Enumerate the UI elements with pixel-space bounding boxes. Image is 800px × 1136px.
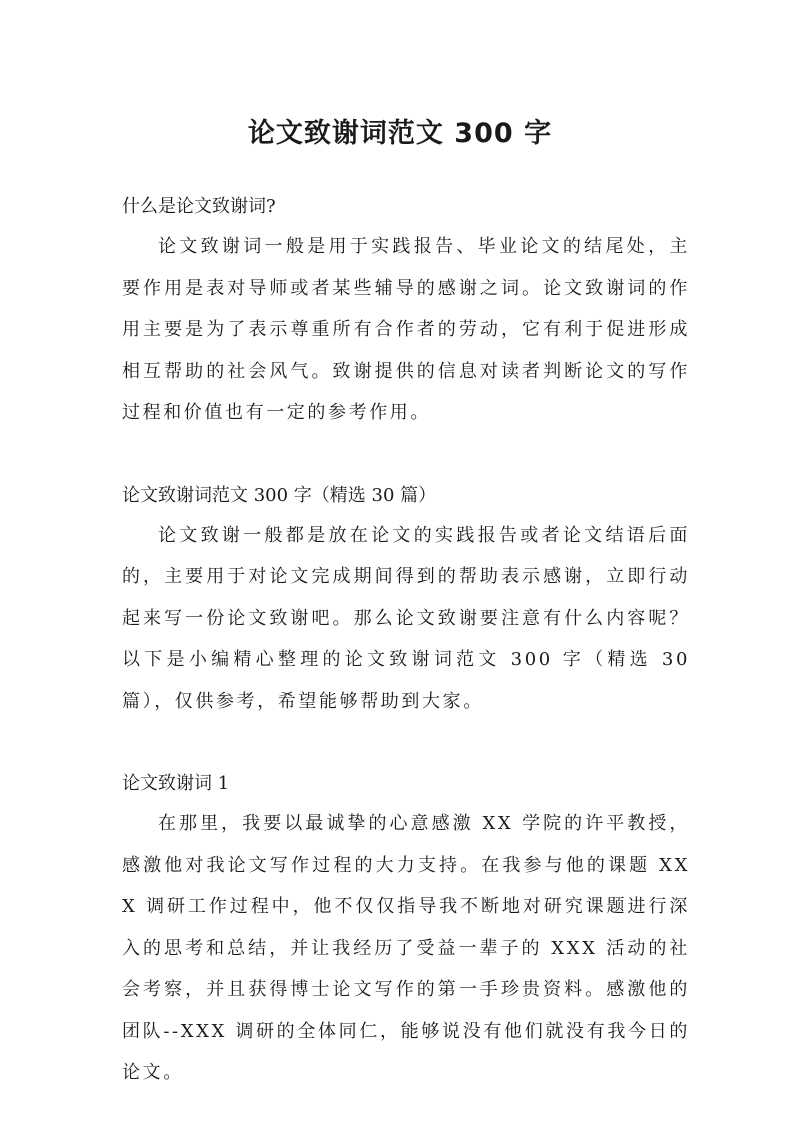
section-paragraph: 论文致谢词一般是用于实践报告、毕业论文的结尾处，主要作用是表对导师或者某些辅导的感谢之词。论文致谢词的作用主要是为了表示尊重所有合作者的劳动，它有利于促进形成相互帮助的社会风气。致谢提供的信息对读者判断论文的写作过程和价值也有一定的参考作用。: [122, 236, 690, 423]
section-heading: 论文致谢词范文 300 字（精选 30 篇）: [122, 484, 437, 506]
section-samples-intro: [122, 476, 690, 723]
section-what-is: [122, 187, 690, 434]
section-paragraph: 在那里，我要以最诚挚的心意感激 XX 学院的许平教授，感激他对我论文写作过程的大力支持。在我参与他的课题 XXX 调研工作过程中，他不仅仅指导我不断地对研究课题进行深入的思考和总结，并让我经历了受益一辈子的 XXX 活动的社会考察，并且获得博士论文写作的第一手珍贵资料。感激他的团队--XXX 调研的全体同仁，能够说没有他们就没有我今日的论文。: [122, 813, 690, 1083]
section-sample-1: [122, 764, 690, 1094]
document-title: 论文致谢词范文 300 字: [247, 118, 553, 150]
section-paragraph: 论文致谢一般都是放在论文的实践报告或者论文结语后面的，主要用于对论文完成期间得到的帮助表示感谢，立即行动起来写一份论文致谢吧。那么论文致谢要注意有什么内容呢？以下是小编精心整理的论文致谢词范文 300 字（精选 30 篇），仅供参考，希望能够帮助到大家。: [122, 524, 690, 712]
section-heading: 论文致谢词 1: [122, 773, 230, 794]
document-body: [122, 187, 690, 1136]
section-heading: 什么是论文致谢词?: [122, 196, 276, 217]
